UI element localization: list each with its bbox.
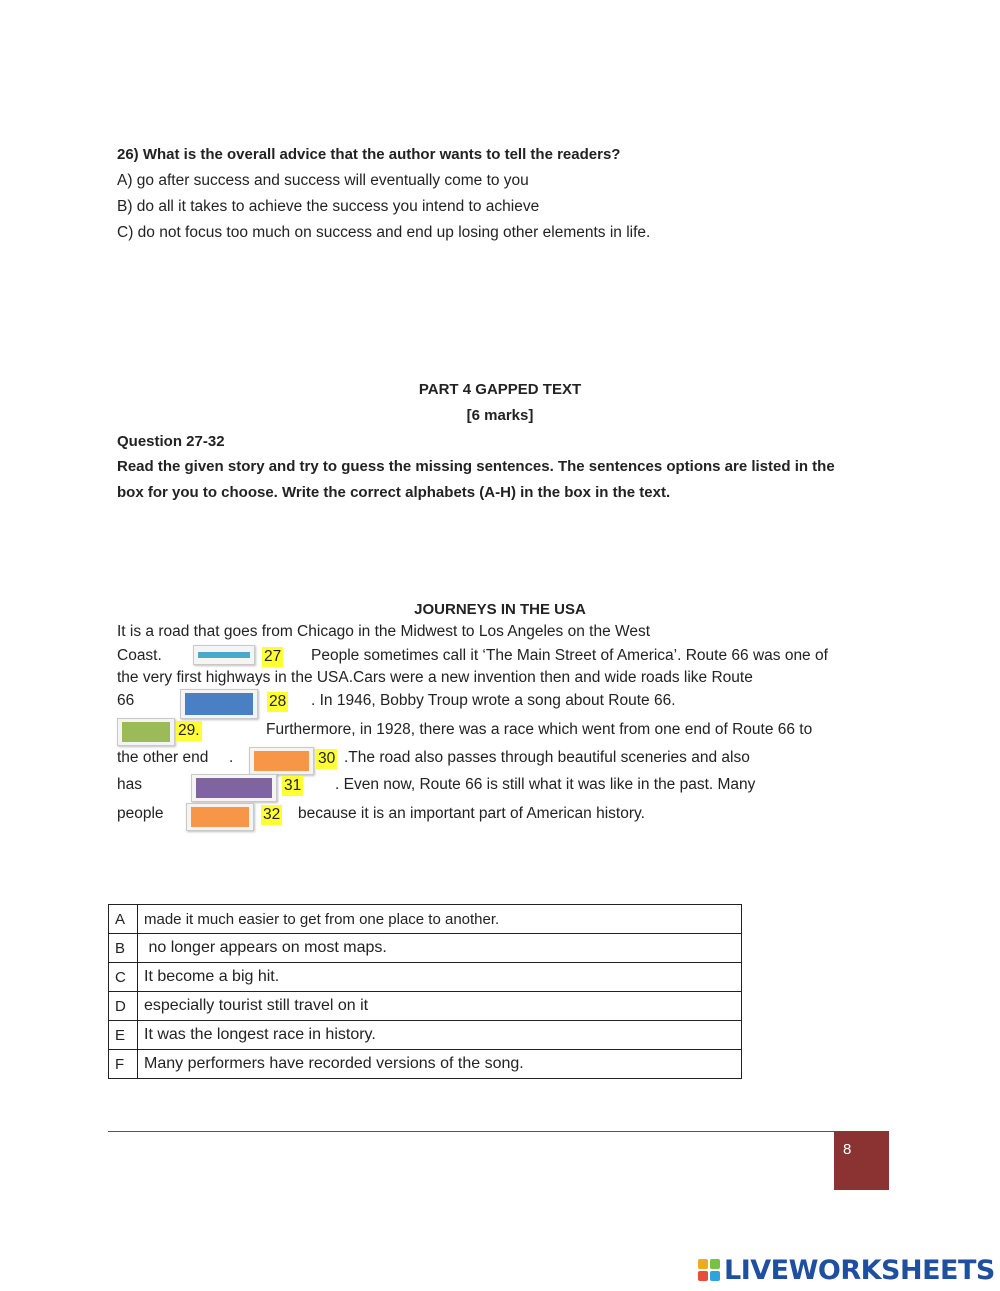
story-line-5: Furthermore, in 1928, there was a race which went from one end of Route 66 to — [266, 721, 813, 738]
story-line-6-start: the other end — [117, 749, 209, 766]
table-row — [109, 963, 742, 992]
logo-square-v — [698, 1271, 708, 1281]
story-line-7-end: . Even now, Route 66 is still what it was like in the past. Many — [335, 776, 756, 793]
story-line-2-start: Coast. — [117, 647, 162, 664]
story-line-7-start: has — [117, 776, 142, 793]
logo-square-i — [710, 1259, 720, 1269]
option-letter: A — [109, 905, 138, 934]
option-letter: D — [109, 992, 138, 1021]
option-letter: F — [109, 1050, 138, 1079]
logo-square-e — [710, 1271, 720, 1281]
table-row — [109, 905, 742, 934]
gap-27-input[interactable] — [193, 645, 255, 665]
liveworksheets-logo — [698, 1254, 995, 1286]
question-26-option-a: A) go after success and success will eventually come to you — [117, 172, 529, 189]
footer-divider — [108, 1131, 834, 1132]
option-letter: C — [109, 963, 138, 992]
story-line-3: the very first highways in the USA.Cars were a new invention then and wide roads like Route — [117, 669, 753, 686]
story-line-4-end: . In 1946, Bobby Troup wrote a song about Route 66. — [311, 692, 676, 709]
gap-29-number: 29. — [178, 722, 200, 739]
part-marks: [6 marks] — [466, 407, 534, 424]
gap-31-number: 31 — [284, 777, 302, 794]
options-table — [108, 904, 742, 1079]
option-text: It was the longest race in history. — [138, 1021, 742, 1050]
gap-31-input[interactable] — [191, 774, 277, 802]
table-row — [109, 1050, 742, 1079]
gap-28-number: 28 — [269, 693, 287, 710]
gap-28-input[interactable] — [180, 689, 258, 719]
option-text: especially tourist still travel on it — [138, 992, 742, 1021]
table-row — [109, 1021, 742, 1050]
logo-icon — [698, 1259, 720, 1281]
page-number-box — [834, 1131, 889, 1190]
page-number: 8 — [843, 1141, 852, 1158]
logo-text: LIVEWORKSHEETS — [724, 1254, 995, 1286]
gap-30-input[interactable] — [249, 747, 314, 775]
option-text: made it much easier to get from one place to another. — [138, 905, 742, 934]
option-text: It become a big hit. — [138, 963, 742, 992]
table-row — [109, 992, 742, 1021]
table-row — [109, 934, 742, 963]
gap-29-input[interactable] — [117, 718, 175, 746]
question-26-option-c: C) do not focus too much on success and end up losing other elements in life. — [117, 224, 651, 241]
option-text: no longer appears on most maps. — [138, 934, 742, 963]
question-26-prompt: 26) What is the overall advice that the author wants to tell the readers? — [117, 146, 621, 163]
story-line-6-end: .The road also passes through beautiful sceneries and also — [344, 749, 750, 766]
story-line-6-dot: . — [229, 749, 234, 766]
story-line-2-end: People sometimes call it ‘The Main Street of America’. Route 66 was one of — [311, 647, 828, 664]
question-26-option-b: B) do all it takes to achieve the success you intend to achieve — [117, 198, 540, 215]
logo-square-l — [698, 1259, 708, 1269]
story-line-4-start: 66 — [117, 692, 135, 709]
part-title: PART 4 GAPPED TEXT — [418, 381, 582, 398]
question-range: Question 27-32 — [117, 433, 225, 450]
story-line-1: It is a road that goes from Chicago in the Midwest to Los Angeles on the West — [117, 623, 651, 640]
story-line-8-start: people — [117, 805, 164, 822]
option-letter: E — [109, 1021, 138, 1050]
option-text: Many performers have recorded versions of the song. — [138, 1050, 742, 1079]
instructions-line-2: box for you to choose. Write the correct alphabets (A-H) in the box in the text. — [117, 484, 671, 501]
gap-27-number: 27 — [264, 648, 282, 665]
gap-32-number: 32 — [263, 806, 281, 823]
instructions-line-1: Read the given story and try to guess the missing sentences. The sentences options are listed in the — [117, 458, 835, 475]
gap-30-number: 30 — [318, 750, 336, 767]
gap-32-input[interactable] — [186, 803, 254, 831]
story-title: JOURNEYS IN THE USA — [414, 601, 586, 618]
option-letter: B — [109, 934, 138, 963]
story-line-8-end: because it is an important part of American history. — [298, 805, 645, 822]
